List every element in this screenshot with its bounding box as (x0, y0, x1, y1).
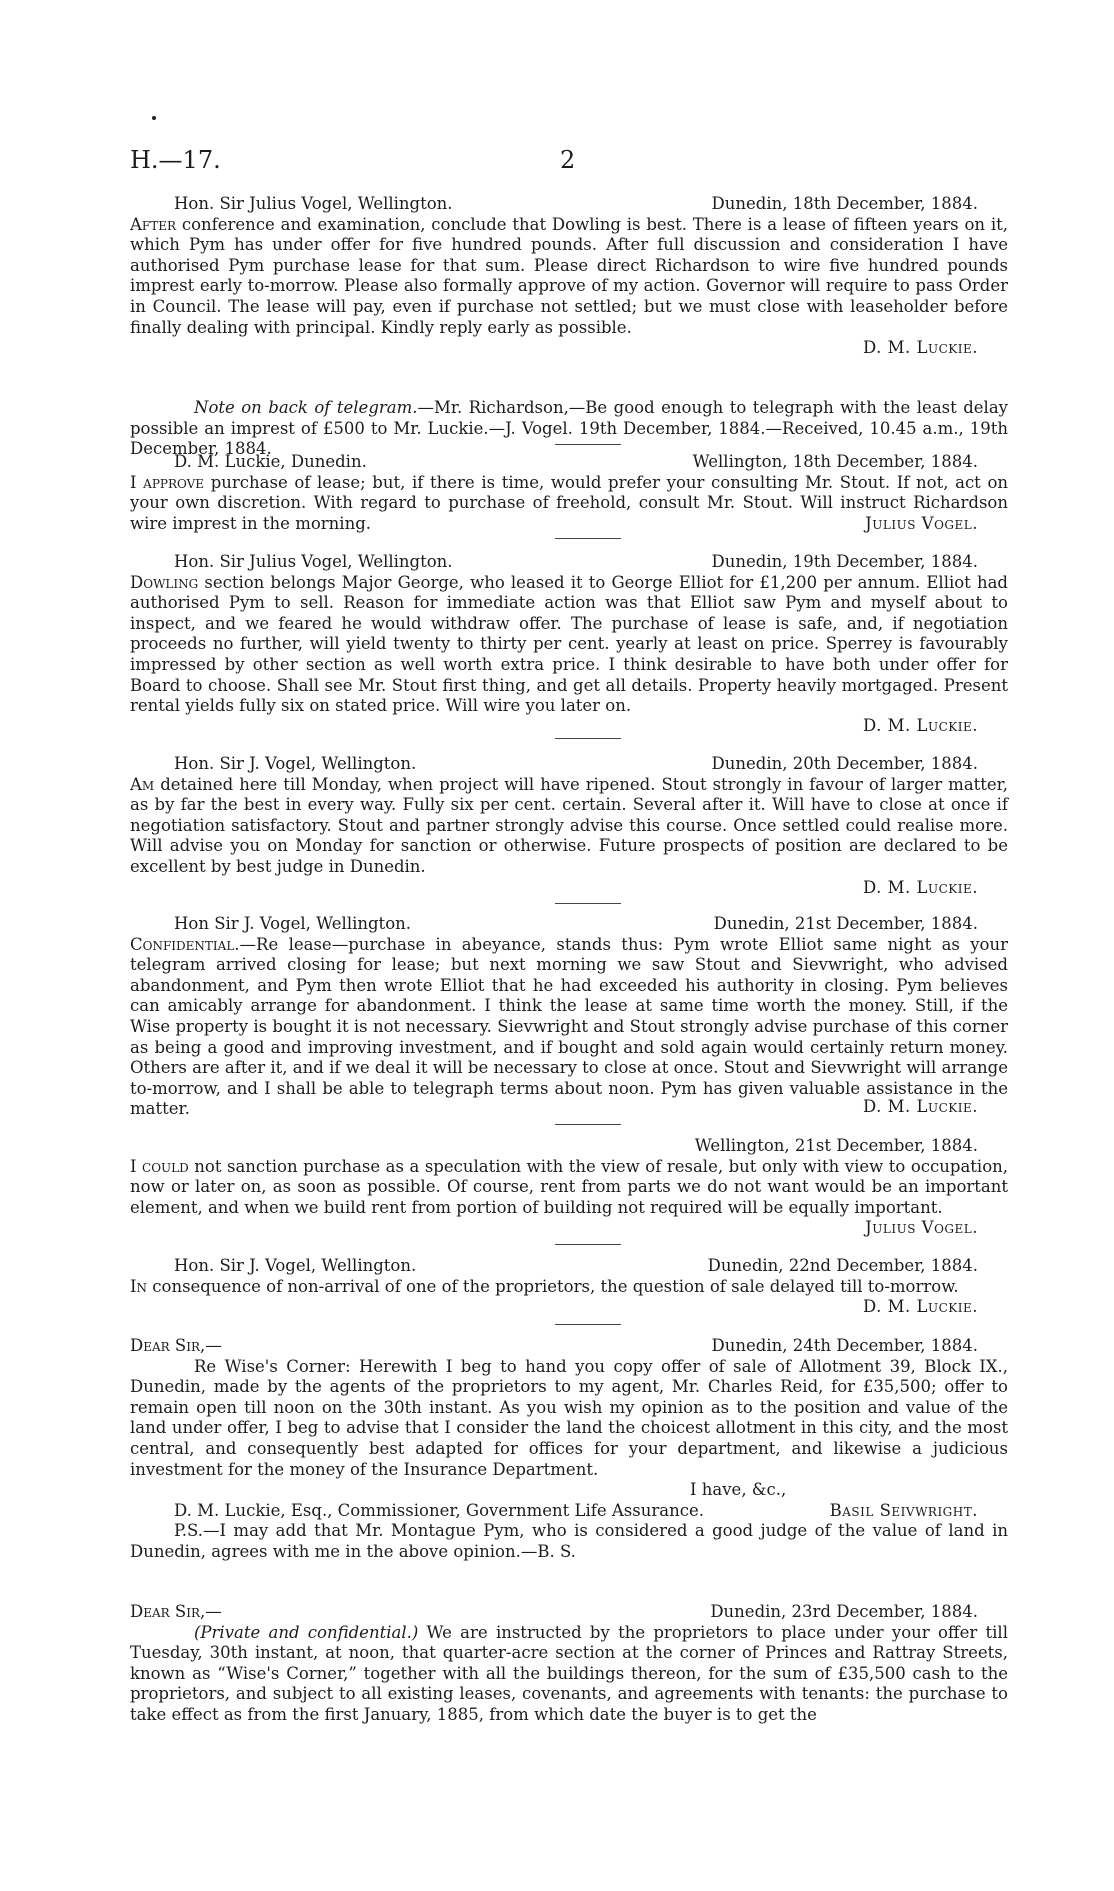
letter-entry (130, 1602, 1008, 1726)
letter-date: Dunedin, 23rd December, 1884. (710, 1602, 978, 1621)
document-reference: H.—17. (130, 146, 221, 174)
telegram-signature: Julius Vogel. (865, 514, 978, 533)
divider-rule (555, 538, 621, 539)
telegram-recipient: Hon. Sir Julius Vogel, Wellington. (174, 552, 453, 571)
letter-signature: Basil Seivwright. (829, 1500, 978, 1520)
telegram-signature: D. M. Luckie. (863, 716, 978, 735)
telegram-entry (130, 914, 1008, 1120)
letter-salutation: Dear Sir,— (130, 1602, 222, 1621)
letter-body: (Private and confidential.) We are instructed by the proprietors to place under your offer till Tuesday, 30th instant, at noon, that quarter-acre section at the corner of Princes and Rattray Streets, known as “Wise's Corner,” together with all the buildings thereon, for the sum of £35,500 cash to the proprietors, and subject to all existing leases, covenants, and agreements with tenants: the purchase to take effect as from the first January, 1885, from which date the buyer is to get the (130, 1622, 1008, 1724)
telegram-recipient: Hon. Sir Julius Vogel, Wellington. (174, 194, 453, 213)
letter-body: Re Wise's Corner: Herewith I beg to hand you copy offer of sale of Allotment 39, Block IX., Dunedin, made by the agents of the proprietors to my agent, Mr. Charles Reid, for £35,500; offer to remain open till noon on the 30th instant. As you wish my opinion as to the position and value of the land under offer, I beg to advise that I consider the land the choicest allotment in this city, and the most central, and consequently best adapted for offices for your department, and likewise a judicious investment for the money of the Insurance Department. (130, 1356, 1008, 1479)
telegram-date: Wellington, 21st December, 1884. (694, 1136, 978, 1155)
telegram-note (130, 398, 1008, 460)
telegram-body: Dowling section belongs Major George, who leased it to George Elliot for £1,200 per annum. Elliot had authorised Pym to sell. Reason for immediate action was that Elliot saw Pym and myself about to inspect, and we feared he would withdraw offer. The purchase of lease is safe, and, if negotiation proceeds no further, will yield twenty to thirty per cent. yearly at least on price. Sperrey is favourably impressed by other section as well worth extra price. I think desirable to have both under offer for Board to choose. Shall see Mr. Stout first thing, and get all details. Property heavily mortgaged. Present rental yields fully six on stated price. Will wire you later on. (130, 572, 1008, 716)
telegram-signature: D. M. Luckie. (863, 1297, 978, 1317)
telegram-date: Dunedin, 20th December, 1884. (711, 754, 978, 773)
letter-date: Dunedin, 24th December, 1884. (711, 1336, 978, 1355)
divider-rule (555, 903, 621, 904)
page-header (130, 146, 1008, 176)
note-body: —Mr. Richardson,—Be good enough to telegraph with the least delay possible an imprest of £500 to Mr. Luckie.—J. Vogel. 19th December, 1884.—Received, 10.45 a.m., 19th December, 1884. (130, 398, 1008, 459)
telegram-entry (130, 1136, 1008, 1218)
letter-closing: I have, &c., (690, 1480, 787, 1500)
divider-rule (555, 1244, 621, 1245)
telegram-recipient: Hon. Sir J. Vogel, Wellington. (174, 754, 417, 773)
speck-mark (152, 116, 156, 120)
telegram-signature: D. M. Luckie. (863, 338, 978, 358)
telegram-signature: Julius Vogel. (865, 1218, 978, 1237)
telegram-date: Dunedin, 18th December, 1884. (711, 194, 978, 213)
telegram-recipient: Hon Sir J. Vogel, Wellington. (174, 914, 411, 933)
telegram-date: Dunedin, 21st December, 1884. (713, 914, 978, 933)
telegram-body: Confidential.—Re lease—purchase in abeyance, stands thus: Pym wrote Elliot same night as your telegram arrived closing for lease; but next morning we saw Stout and Sievwright, who advised abandonment, and Pym then wrote Elliot that he had exceeded his authority in closing. Pym believes can amicably arrange for abandonment. I think the lease at same time worth the money. Still, if the Wise property is bought it is not necessary. Sievwright and Stout strongly advise purchase of this corner as being a good and improving investment, and if bought and sold again would certainly return money. Others are after it, and if we deal it will be necessary to close at once. Stout and Sievwright will arrange to-morrow, and I shall be able to telegraph terms about noon. Pym has given valuable assistance in the matter. (130, 934, 1008, 1119)
letter-entry (130, 1336, 1008, 1563)
telegram-body: Am detained here till Monday, when project will have ripened. Stout strongly in favour of larger matter, as by far the best in every way. Fully six per cent. certain. Several after it. Will have to close at once if negotiation satisfactory. Stout and partner strongly advise this course. Once settled could realise more. Will advise you on Monday for sanction or otherwise. Future prospects of position are declared to be excellent by best judge in Dunedin. (130, 774, 1008, 876)
telegram-date: Dunedin, 19th December, 1884. (711, 552, 978, 571)
page-number: 2 (560, 146, 576, 174)
telegram-body: After conference and examination, conclude that Dowling is best. There is a lease of fifteen years on it, which Pym has under offer for five hundred pounds. After full discussion and consideration I have authorised Pym purchase lease for that sum. Please direct Richardson to wire five hundred pounds imprest early to-morrow. Please also formally approve of my action. Governor will require to pass Order in Council. The lease will pay, even if purchase not settled; but we must close with leaseholder before finally dealing with principal. Kindly reply early as possible. (130, 214, 1008, 337)
document-page (130, 0, 1008, 1891)
telegram-signature: D. M. Luckie. (863, 877, 978, 897)
telegram-body: I approve purchase of lease; but, if there is time, would prefer your consulting Mr. Stout. If not, act on your own discretion. With regard to purchase of freehold, consult Mr. Stout. Will instruct Richardson wire imprest in the morning. (130, 472, 1009, 533)
divider-rule (555, 444, 621, 445)
telegram-entry (130, 1256, 1008, 1318)
telegram-body: In consequence of non-arrival of one of the proprietors, the question of sale delayed till to-morrow. (130, 1276, 959, 1296)
telegram-body: I could not sanction purchase as a speculation with the view of resale, but only with view to occupation, now or later on, as soon as possible. Of course, rent from parts we do not want would be an important element, and when we build rent from portion of building not required will be equally important. (130, 1156, 1008, 1217)
telegram-entry (130, 194, 1008, 359)
note-label: Note on back of telegram. (194, 398, 418, 417)
telegram-signature: D. M. Luckie. (863, 1097, 978, 1116)
telegram-date: Dunedin, 22nd December, 1884. (707, 1256, 978, 1275)
telegram-recipient: Hon. Sir J. Vogel, Wellington. (174, 1256, 417, 1275)
telegram-date: Wellington, 18th December, 1884. (692, 452, 978, 471)
divider-rule (555, 738, 621, 739)
letter-addressee: D. M. Luckie, Esq., Commissioner, Government Life Assurance. (174, 1500, 704, 1520)
letter-salutation: Dear Sir,— (130, 1336, 222, 1355)
telegram-entry (130, 754, 1008, 898)
letter-postscript: P.S.—I may add that Mr. Montague Pym, who is considered a good judge of the value of land in Dunedin, agrees with me in the above opinion.—B. S. (130, 1521, 1008, 1561)
divider-rule (555, 1324, 621, 1325)
telegram-entry (130, 552, 1008, 717)
telegram-recipient: D. M. Luckie, Dunedin. (174, 452, 367, 471)
divider-rule (555, 1124, 621, 1125)
